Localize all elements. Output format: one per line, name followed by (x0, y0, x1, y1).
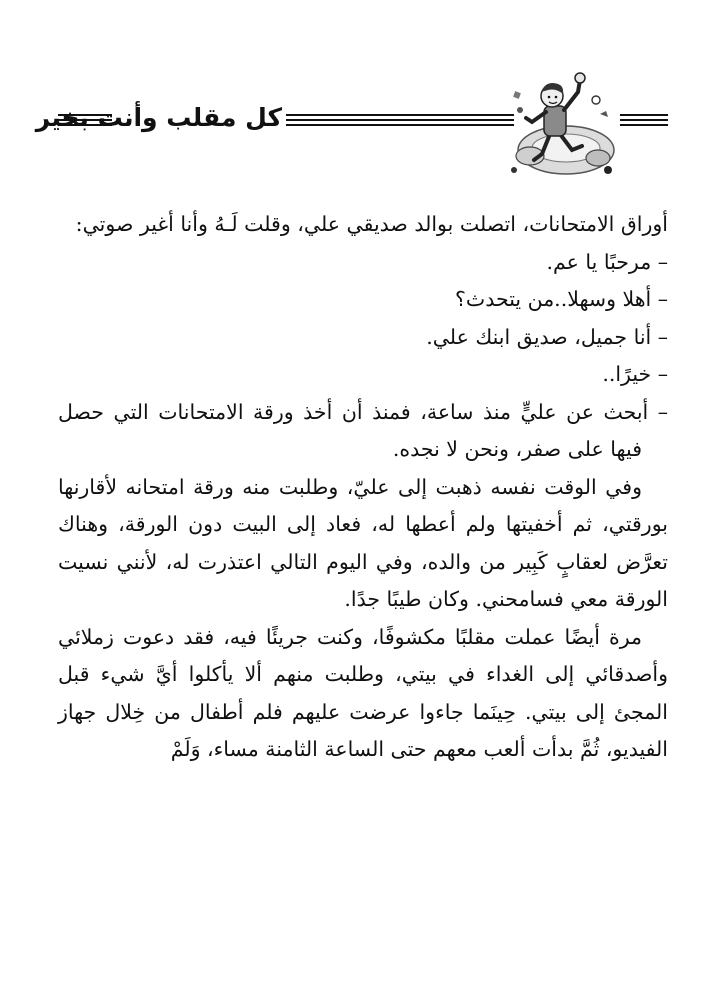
paragraph: أوراق الامتحانات، اتصلت بوالد صديقي علي، وقلت لَـهُ وأنا أغير صوتي: (75, 212, 668, 236)
paragraph: مرة أيضًا عملت مقلبًا مكشوفًا، وكنت جريئًا فيه، فقد دعوت زملائي وأصدقائي إلى الغداء في بيتي، وطلبت منهم ألا يأكلوا أيَّ شيء قبل المجئ إلى بيتي. حِينَما جاءوا عرضت عليهم فلم أطفال من خِلال جهاز الفيديو، ثُمَّ بدأت ألعب معهم حتى الساعة الثامنة مساء، وَلَمْ (58, 624, 668, 761)
header-rule-middle (286, 114, 514, 126)
dialogue-line: – أبحث عن عليٍّ منذ ساعة، فمنذ أن أخذ ورقة الامتحانات التي حصل فيها على صفر، ونحن لا نجده. (58, 399, 668, 461)
story-text (58, 206, 668, 769)
dialogue-line: – مرحبًا يا عم. (546, 249, 668, 274)
header-rule-right (620, 114, 668, 126)
chapter-title: كل مقلب وأنت بخير (35, 103, 282, 132)
dialogue-line: – أنا جميل، صديق ابنك علي. (426, 324, 668, 349)
paragraph: وفي الوقت نفسه ذهبت إلى عليّ، وطلبت منه ورقة امتحانه لأقارنها بورقتي، ثم أخفيتها ولم أعطها له، فعاد إلى البيت دون الورقة، وهناك تعرَّض لعقابٍ كَبِير من والده، وفي اليوم التالي اعتذرت له، لأنني نسيت الورقة معي فسامحني. وكان طيبًا جدًا. (58, 474, 668, 611)
dialogue-line: – خيرًا.. (602, 362, 668, 386)
dialogue-line: – أهلا وسهلا..من يتحدث؟ (455, 287, 668, 311)
chapter-header (0, 70, 720, 180)
boy-cartoon-illustration (500, 70, 620, 180)
